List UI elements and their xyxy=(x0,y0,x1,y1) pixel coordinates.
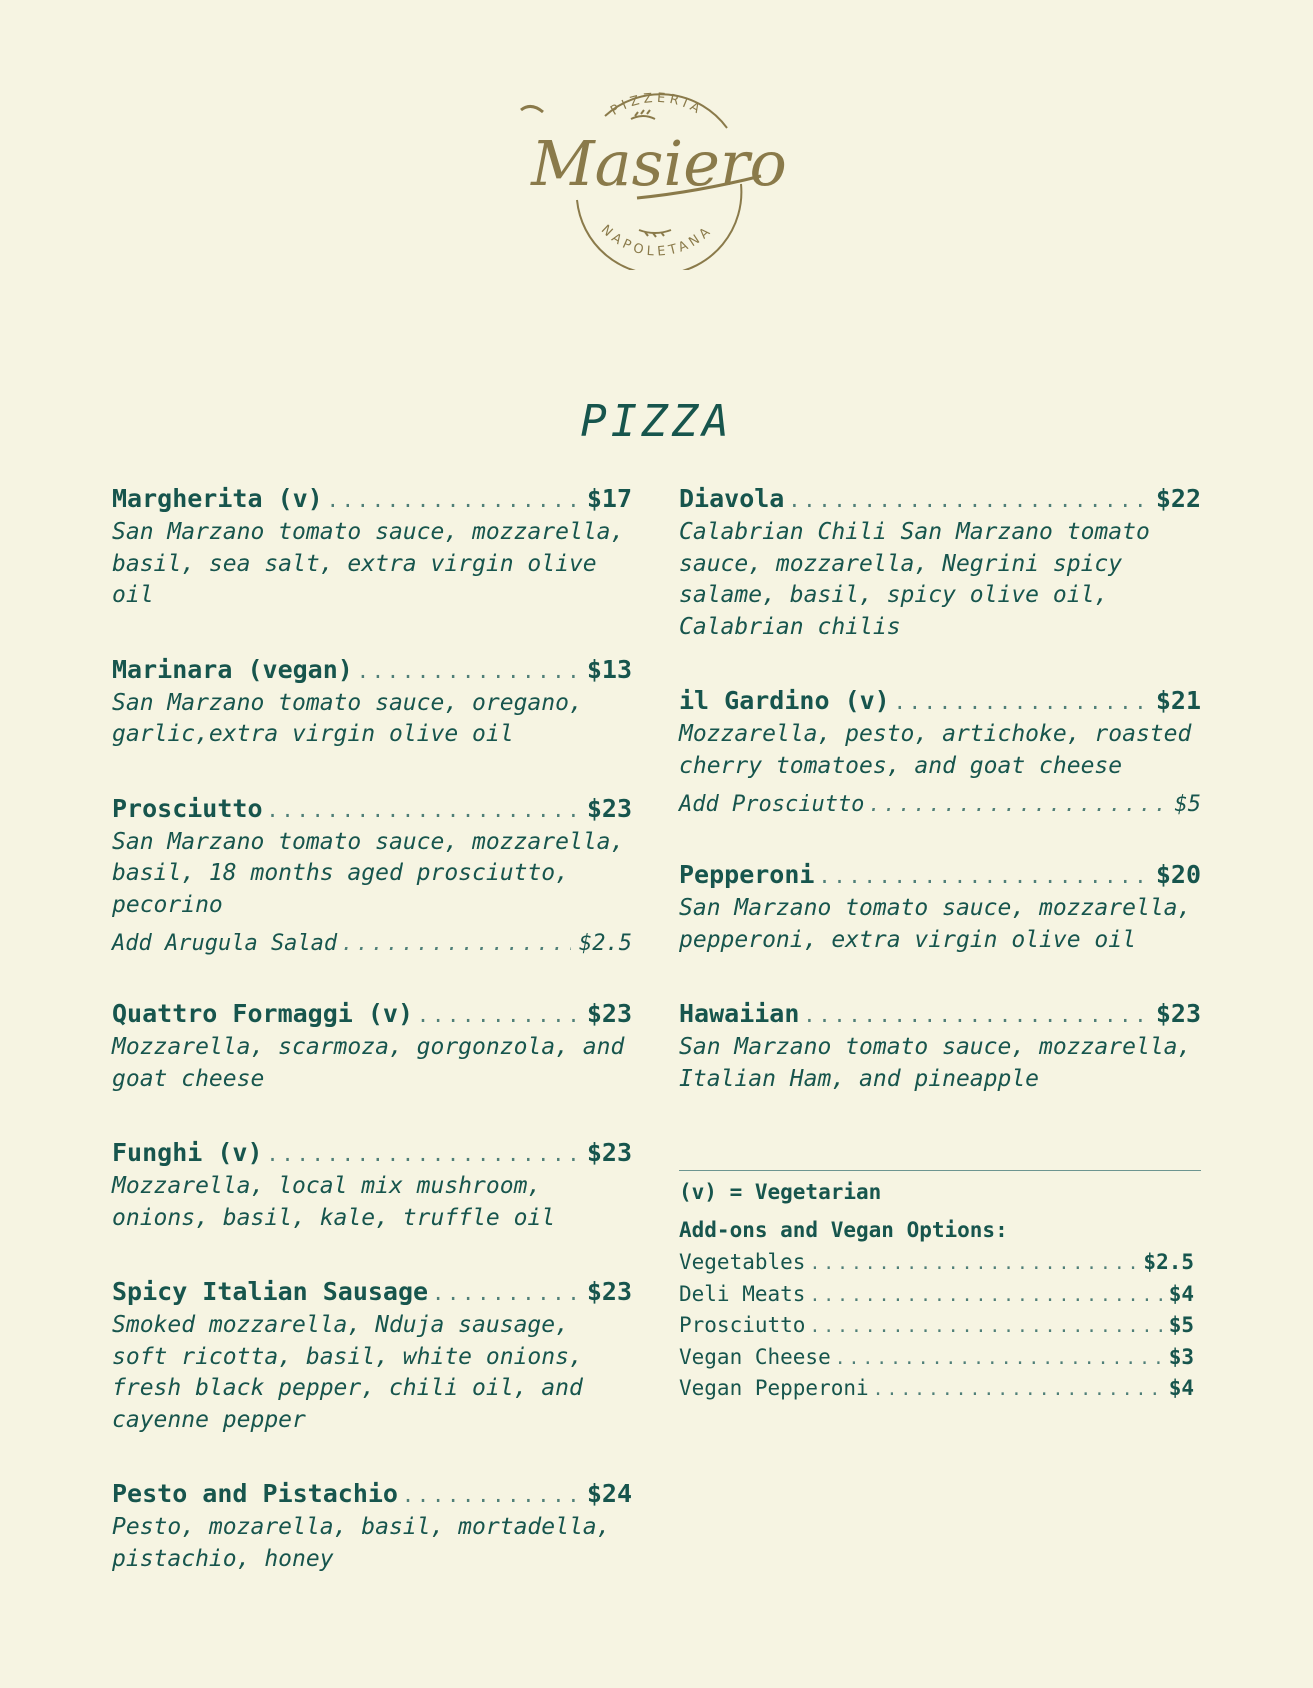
menu-item-name: il Gardino (v) xyxy=(679,686,890,715)
menu-item-name: Pesto and Pistachio xyxy=(112,1479,398,1508)
menu-item-description: Pesto, mozarella, basil, mortadella, pistachio, honey xyxy=(112,1514,611,1572)
dot-leader xyxy=(809,1285,1164,1306)
legend-panel xyxy=(679,1180,1194,1408)
addon-option-name: Vegan Cheese xyxy=(679,1344,831,1369)
menu-item-header xyxy=(679,686,1201,715)
dot-leader xyxy=(868,792,1166,816)
dot-leader xyxy=(803,1003,1145,1027)
dot-leader xyxy=(327,488,577,512)
menu-item-name: Diavola xyxy=(679,484,785,513)
dot-leader xyxy=(432,1281,577,1305)
menu-item-description: San Marzano tomato sauce, mozzarella, basil, sea salt, extra virgin olive oil xyxy=(112,519,625,608)
addon-option xyxy=(679,1282,1194,1314)
addon-option-price: $5 xyxy=(1168,1313,1194,1337)
addon-name: Add Prosciutto xyxy=(679,792,865,817)
dot-leader xyxy=(267,798,577,822)
dot-leader xyxy=(873,1379,1165,1400)
menu-item-header xyxy=(679,999,1201,1028)
dot-leader xyxy=(267,1142,577,1166)
dot-leader xyxy=(357,659,577,683)
addon-price: $5 xyxy=(1174,792,1201,817)
addon-option xyxy=(679,1376,1194,1408)
menu-item-name: Funghi (v) xyxy=(112,1138,263,1167)
menu-item-price: $23 xyxy=(586,793,632,823)
menu-item-name: Margherita (v) xyxy=(112,484,323,513)
menu-item-description: Smoked mozzarella, Nduja sausage, soft ricotta, basil, white onions, fresh black pepper, chili oil, and cayenne pepper xyxy=(112,1312,583,1433)
addon-option xyxy=(679,1250,1194,1282)
menu-item-description: Mozzarella, local mix mushroom, onions, basil, kale, truffle oil xyxy=(112,1173,556,1231)
menu-item-header xyxy=(679,860,1201,889)
menu-item xyxy=(679,484,1201,643)
pizzeria-logo xyxy=(519,80,795,270)
addon-option-name: Vegetables xyxy=(679,1250,806,1274)
dot-leader xyxy=(818,864,1145,888)
menu-item-name: Marinara (vegan) xyxy=(112,654,353,684)
menu-item-header xyxy=(679,484,1201,513)
menu-item xyxy=(112,655,632,751)
menu-item xyxy=(679,860,1201,956)
dot-leader xyxy=(341,931,571,955)
menu-item-description: San Marzano tomato sauce, mozzarella, pepperoni, extra virgin olive oil xyxy=(679,895,1192,953)
addons-list xyxy=(679,1250,1194,1408)
menu-item-price: $23 xyxy=(586,1277,632,1306)
menu-item-price: $24 xyxy=(586,1479,632,1508)
dot-leader xyxy=(835,1348,1165,1369)
menu-item-name: Spicy Italian Sausage xyxy=(112,1277,429,1306)
menu-item xyxy=(112,484,632,612)
menu-item xyxy=(112,794,632,957)
menu-item xyxy=(112,1138,632,1234)
menu-item-name: Hawaiian xyxy=(679,999,800,1028)
menu-item-header xyxy=(112,484,632,513)
dot-leader xyxy=(894,690,1146,714)
menu-item-name: Prosciutto xyxy=(112,793,263,823)
addon-option-name: Prosciutto xyxy=(679,1313,806,1337)
svg-text:NAPOLETANA xyxy=(598,222,716,259)
addon-name: Add Arugula Salad xyxy=(112,931,338,956)
menu-item-name: Pepperoni xyxy=(679,860,815,889)
menu-item xyxy=(112,999,632,1095)
dot-leader xyxy=(402,1483,577,1507)
menu-item-addon xyxy=(112,931,632,956)
menu-item-name: Quattro Formaggi (v) xyxy=(112,999,414,1028)
menu-item-description: Calabrian Chili San Marzano tomato sauce, mozzarella, Negrini spicy salame, basil, spicy olive oil, Calabrian chilis xyxy=(679,519,1150,640)
menu-item-price: $17 xyxy=(586,484,632,513)
menu-item-price: $23 xyxy=(1155,999,1201,1028)
addon-price: $2.5 xyxy=(579,931,632,956)
menu-item-price: $23 xyxy=(586,999,632,1028)
logo-bottom-text: NAPOLETANA xyxy=(597,222,717,260)
dot-leader xyxy=(417,1003,577,1027)
menu-item-description: San Marzano tomato sauce, oregano, garlic,extra virgin olive oil xyxy=(112,689,583,747)
addon-option-name: Vegan Pepperoni xyxy=(679,1376,869,1400)
logo-emblem xyxy=(519,80,795,270)
menu-item-price: $13 xyxy=(586,654,632,684)
menu-item xyxy=(112,1277,632,1436)
right-menu-column xyxy=(679,484,1201,1138)
menu-item-price: $22 xyxy=(1155,484,1201,513)
menu-item-description: Mozzarella, pesto, artichoke, roasted cherry tomatoes, and goat cheese xyxy=(679,721,1192,779)
menu-item xyxy=(679,999,1201,1095)
addon-option xyxy=(679,1345,1194,1377)
dot-leader xyxy=(788,488,1145,512)
menu-item xyxy=(679,686,1201,817)
menu-item-description: San Marzano tomato sauce, mozzarella, Italian Ham, and pineapple xyxy=(679,1034,1192,1092)
menu-item-header xyxy=(112,999,632,1028)
menu-item-header xyxy=(112,1479,632,1508)
menu-item xyxy=(112,1479,632,1575)
vegetarian-key: (v) = Vegetarian xyxy=(679,1180,882,1204)
menu-item-header xyxy=(112,794,632,823)
logo-top-text: PIZZERIA xyxy=(608,90,706,119)
menu-item-header xyxy=(112,1138,632,1167)
dot-leader xyxy=(809,1316,1164,1337)
menu-item-description: Mozzarella, scarmoza, gorgonzola, and goat cheese xyxy=(112,1034,625,1092)
menu-item-header xyxy=(112,1277,632,1306)
addon-option-name: Deli Meats xyxy=(679,1281,806,1306)
left-menu-column xyxy=(112,484,632,1618)
dot-leader xyxy=(809,1253,1139,1274)
addon-option-price: $2.5 xyxy=(1143,1250,1194,1274)
menu-item-price: $23 xyxy=(586,1138,632,1167)
addon-option xyxy=(679,1313,1194,1345)
section-title: PIZZA xyxy=(580,396,733,447)
addon-option-price: $4 xyxy=(1168,1376,1194,1400)
logo-script-text: Masiero xyxy=(531,127,787,200)
menu-item-price: $20 xyxy=(1155,860,1201,889)
menu-item-price: $21 xyxy=(1155,686,1201,715)
menu-item-header xyxy=(112,655,632,684)
addon-option-price: $4 xyxy=(1168,1281,1194,1306)
legend-divider xyxy=(679,1170,1201,1171)
addons-heading: Add-ons and Vegan Options: xyxy=(679,1218,1008,1242)
menu-item-addon xyxy=(679,792,1201,817)
addon-option-price: $3 xyxy=(1168,1344,1194,1369)
menu-item-description: San Marzano tomato sauce, mozzarella, basil, 18 months aged prosciutto, pecorino xyxy=(112,828,625,918)
